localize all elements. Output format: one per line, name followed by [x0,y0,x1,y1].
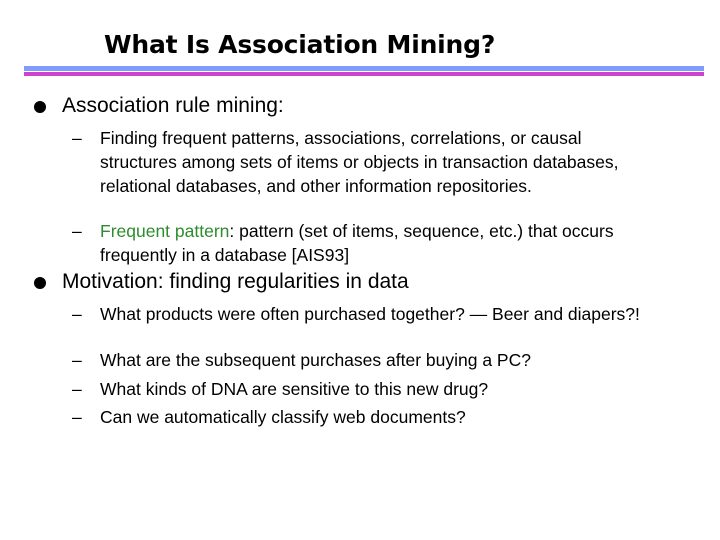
dash-icon: – [72,379,82,399]
frequent-pattern-term: Frequent pattern [100,221,230,241]
list-item-text: What products were often purchased together? — Beer and diapers?! [100,304,640,324]
list-item [72,126,660,198]
frequent-pattern-definition: : pattern (set of items, sequence, etc.) that occurs frequently in a database [AIS93] [100,221,614,265]
list-item [72,219,660,267]
list-item [72,377,660,401]
list-item [72,348,660,372]
dash-icon: – [72,304,82,324]
title-underline-blue [24,66,704,71]
list-item-text: What kinds of DNA are sensitive to this new drug? [100,379,489,399]
list-item-text: What are the subsequent purchases after buying a PC? [100,350,531,370]
dash-icon: – [72,128,82,148]
dash-icon: – [72,221,82,241]
slide-title: What Is Association Mining? [104,30,496,59]
bullet-icon [34,277,46,289]
section-heading-association-rule-mining: Association rule mining: [62,94,284,117]
bullet-icon [34,101,46,113]
dash-icon: – [72,350,82,370]
section-heading-motivation: Motivation: finding regularities in data [62,270,409,293]
list-item [72,405,660,429]
list-item-text [100,219,660,267]
dash-icon: – [72,407,82,427]
title-underline-magenta [24,72,704,76]
list-item-text: Can we automatically classify web documents? [100,407,466,427]
list-item [72,302,660,326]
list-item-text: Finding frequent patterns, associations, correlations, or causal structures among sets of items or objects in transaction databases, relational databases, and other information repositories. [100,128,619,196]
